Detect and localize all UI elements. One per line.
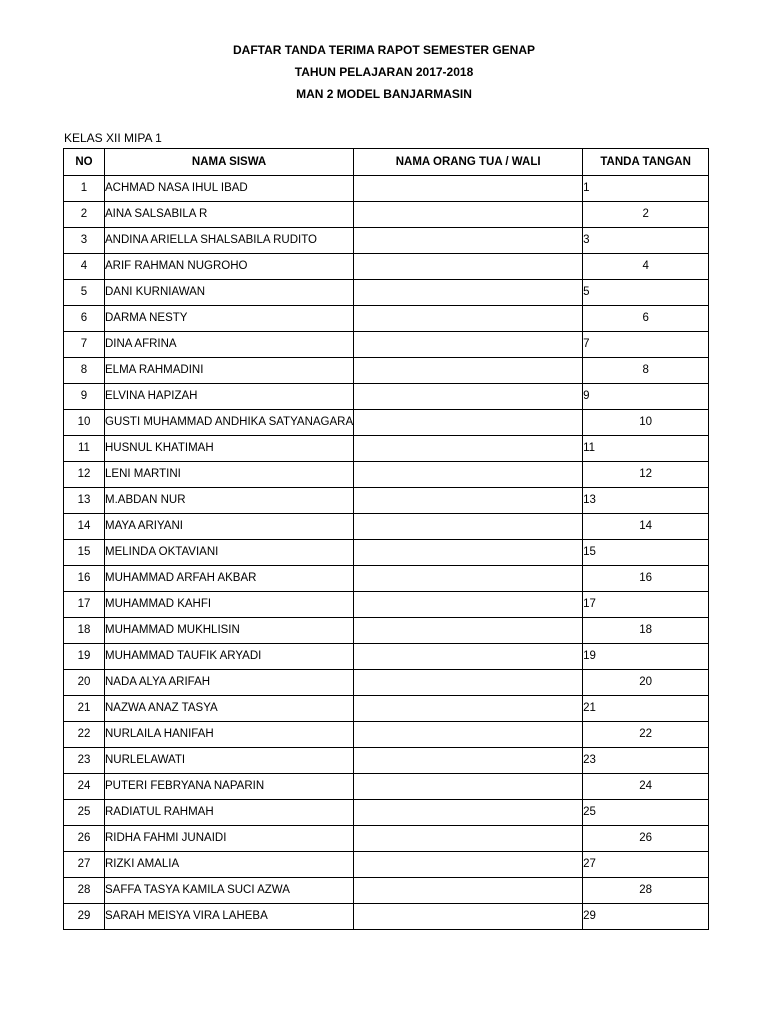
table-row — [64, 644, 709, 670]
academic-year: TAHUN PELAJARAN 2017-2018 — [294, 65, 474, 79]
signature-cell[interactable]: 28 — [583, 878, 709, 904]
table-row — [64, 306, 709, 332]
table-row — [64, 592, 709, 618]
table-row — [64, 670, 709, 696]
signature-cell[interactable]: 29 — [583, 904, 709, 930]
row-number: 5 — [64, 280, 105, 306]
table-row — [64, 800, 709, 826]
student-name: RIZKI AMALIA — [105, 852, 354, 878]
parent-name-cell[interactable] — [354, 566, 583, 592]
signature-cell[interactable]: 10 — [583, 410, 709, 436]
table-row — [64, 410, 709, 436]
parent-name-cell[interactable] — [354, 878, 583, 904]
table-row — [64, 774, 709, 800]
student-name: LENI MARTINI — [105, 462, 354, 488]
class-label: KELAS XII MIPA 1 — [64, 131, 162, 145]
student-name: HUSNUL KHATIMAH — [105, 436, 354, 462]
row-number: 22 — [64, 722, 105, 748]
table-row — [64, 332, 709, 358]
signature-cell[interactable]: 22 — [583, 722, 709, 748]
row-number: 18 — [64, 618, 105, 644]
parent-name-cell[interactable] — [354, 228, 583, 254]
student-name: PUTERI FEBRYANA NAPARIN — [105, 774, 354, 800]
parent-name-cell[interactable] — [354, 722, 583, 748]
student-name: ELVINA HAPIZAH — [105, 384, 354, 410]
student-name: DINA AFRINA — [105, 332, 354, 358]
row-number: 3 — [64, 228, 105, 254]
table-row — [64, 904, 709, 930]
row-number: 11 — [64, 436, 105, 462]
signature-cell[interactable]: 4 — [583, 254, 709, 280]
student-name: RADIATUL RAHMAH — [105, 800, 354, 826]
table-row — [64, 696, 709, 722]
row-number: 1 — [64, 176, 105, 202]
table-row — [64, 722, 709, 748]
row-number: 25 — [64, 800, 105, 826]
row-number: 24 — [64, 774, 105, 800]
signature-cell[interactable]: 3 — [583, 228, 709, 254]
parent-name-cell[interactable] — [354, 254, 583, 280]
signature-cell[interactable]: 1 — [583, 176, 709, 202]
parent-name-cell[interactable] — [354, 748, 583, 774]
student-name: DANI KURNIAWAN — [105, 280, 354, 306]
table-row — [64, 826, 709, 852]
student-name: MAYA ARIYANI — [105, 514, 354, 540]
parent-name-cell[interactable] — [354, 280, 583, 306]
signature-cell[interactable]: 2 — [583, 202, 709, 228]
table-row — [64, 202, 709, 228]
signature-cell[interactable]: 24 — [583, 774, 709, 800]
student-name: NURLELAWATI — [105, 748, 354, 774]
signature-cell[interactable]: 16 — [583, 566, 709, 592]
parent-name-cell[interactable] — [354, 592, 583, 618]
table-row — [64, 514, 709, 540]
row-number: 28 — [64, 878, 105, 904]
student-name: AINA SALSABILA R — [105, 202, 354, 228]
signature-cell[interactable]: 7 — [583, 332, 709, 358]
row-number: 7 — [64, 332, 105, 358]
signature-cell[interactable]: 21 — [583, 696, 709, 722]
signature-cell[interactable]: 6 — [583, 306, 709, 332]
table-row — [64, 618, 709, 644]
parent-name-cell[interactable] — [354, 774, 583, 800]
table-row — [64, 566, 709, 592]
signature-cell[interactable]: 18 — [583, 618, 709, 644]
parent-name-cell[interactable] — [354, 852, 583, 878]
parent-name-cell[interactable] — [354, 384, 583, 410]
signature-cell[interactable]: 19 — [583, 644, 709, 670]
parent-name-cell[interactable] — [354, 644, 583, 670]
row-number: 17 — [64, 592, 105, 618]
row-number: 6 — [64, 306, 105, 332]
signature-cell[interactable]: 27 — [583, 852, 709, 878]
student-name: NAZWA ANAZ TASYA — [105, 696, 354, 722]
parent-name-cell[interactable] — [354, 202, 583, 228]
table-row — [64, 436, 709, 462]
signature-cell[interactable]: 26 — [583, 826, 709, 852]
row-number: 19 — [64, 644, 105, 670]
row-number: 14 — [64, 514, 105, 540]
column-header-student-name: NAMA SISWA — [105, 149, 354, 176]
signature-cell[interactable]: 25 — [583, 800, 709, 826]
table-row — [64, 384, 709, 410]
signature-cell[interactable]: 12 — [583, 462, 709, 488]
table-row — [64, 462, 709, 488]
signature-cell[interactable]: 9 — [583, 384, 709, 410]
parent-name-cell[interactable] — [354, 332, 583, 358]
student-name: RIDHA FAHMI JUNAIDI — [105, 826, 354, 852]
student-name: SAFFA TASYA KAMILA SUCI AZWA — [105, 878, 354, 904]
parent-name-cell[interactable] — [354, 618, 583, 644]
parent-name-cell[interactable] — [354, 670, 583, 696]
parent-name-cell[interactable] — [354, 488, 583, 514]
signature-cell[interactable]: 13 — [583, 488, 709, 514]
table-row — [64, 228, 709, 254]
row-number: 23 — [64, 748, 105, 774]
student-name: M.ABDAN NUR — [105, 488, 354, 514]
signature-cell[interactable]: 5 — [583, 280, 709, 306]
student-name: DARMA NESTY — [105, 306, 354, 332]
row-number: 2 — [64, 202, 105, 228]
parent-name-cell[interactable] — [354, 436, 583, 462]
signature-cell[interactable]: 17 — [583, 592, 709, 618]
row-number: 4 — [64, 254, 105, 280]
table-row — [64, 358, 709, 384]
signature-cell[interactable]: 20 — [583, 670, 709, 696]
table-header-row — [64, 149, 709, 176]
student-name: MUHAMMAD KAHFI — [105, 592, 354, 618]
receipt-table — [63, 148, 709, 930]
signature-cell[interactable]: 15 — [583, 540, 709, 566]
parent-name-cell[interactable] — [354, 306, 583, 332]
table-row — [64, 748, 709, 774]
student-name: SARAH MEISYA VIRA LAHEBA — [105, 904, 354, 930]
parent-name-cell[interactable] — [354, 176, 583, 202]
row-number: 10 — [64, 410, 105, 436]
row-number: 21 — [64, 696, 105, 722]
row-number: 27 — [64, 852, 105, 878]
column-header-parent-name: NAMA ORANG TUA / WALI — [354, 149, 583, 176]
student-name: MELINDA OKTAVIANI — [105, 540, 354, 566]
row-number: 8 — [64, 358, 105, 384]
signature-cell[interactable]: 11 — [583, 436, 709, 462]
student-name: GUSTI MUHAMMAD ANDHIKA SATYANAGARA — [105, 410, 354, 436]
table-body — [64, 176, 709, 930]
signature-cell[interactable]: 14 — [583, 514, 709, 540]
parent-name-cell[interactable] — [354, 826, 583, 852]
parent-name-cell[interactable] — [354, 514, 583, 540]
signature-cell[interactable]: 23 — [583, 748, 709, 774]
row-number: 12 — [64, 462, 105, 488]
table-row — [64, 878, 709, 904]
school-name: MAN 2 MODEL BANJARMASIN — [296, 87, 472, 101]
signature-cell[interactable]: 8 — [583, 358, 709, 384]
row-number: 26 — [64, 826, 105, 852]
student-name: ACHMAD NASA IHUL IBAD — [105, 176, 354, 202]
row-number: 15 — [64, 540, 105, 566]
student-name: ELMA RAHMADINI — [105, 358, 354, 384]
student-name: NURLAILA HANIFAH — [105, 722, 354, 748]
parent-name-cell[interactable] — [354, 696, 583, 722]
student-name: ARIF RAHMAN NUGROHO — [105, 254, 354, 280]
student-name: NADA ALYA ARIFAH — [105, 670, 354, 696]
parent-name-cell[interactable] — [354, 410, 583, 436]
student-name: MUHAMMAD ARFAH AKBAR — [105, 566, 354, 592]
row-number: 16 — [64, 566, 105, 592]
parent-name-cell[interactable] — [354, 800, 583, 826]
table-row — [64, 254, 709, 280]
row-number: 13 — [64, 488, 105, 514]
table-row — [64, 540, 709, 566]
table-row — [64, 488, 709, 514]
parent-name-cell[interactable] — [354, 540, 583, 566]
row-number: 20 — [64, 670, 105, 696]
student-name: ANDINA ARIELLA SHALSABILA RUDITO — [105, 228, 354, 254]
column-header-signature: TANDA TANGAN — [583, 149, 709, 176]
document-header — [0, 39, 768, 105]
parent-name-cell[interactable] — [354, 904, 583, 930]
table-row — [64, 176, 709, 202]
row-number: 9 — [64, 384, 105, 410]
table-row — [64, 280, 709, 306]
student-name: MUHAMMAD MUKHLISIN — [105, 618, 354, 644]
student-name: MUHAMMAD TAUFIK ARYADI — [105, 644, 354, 670]
document-title: DAFTAR TANDA TERIMA RAPOT SEMESTER GENAP — [233, 43, 535, 57]
parent-name-cell[interactable] — [354, 358, 583, 384]
row-number: 29 — [64, 904, 105, 930]
column-header-no: NO — [64, 149, 105, 176]
table-row — [64, 852, 709, 878]
parent-name-cell[interactable] — [354, 462, 583, 488]
